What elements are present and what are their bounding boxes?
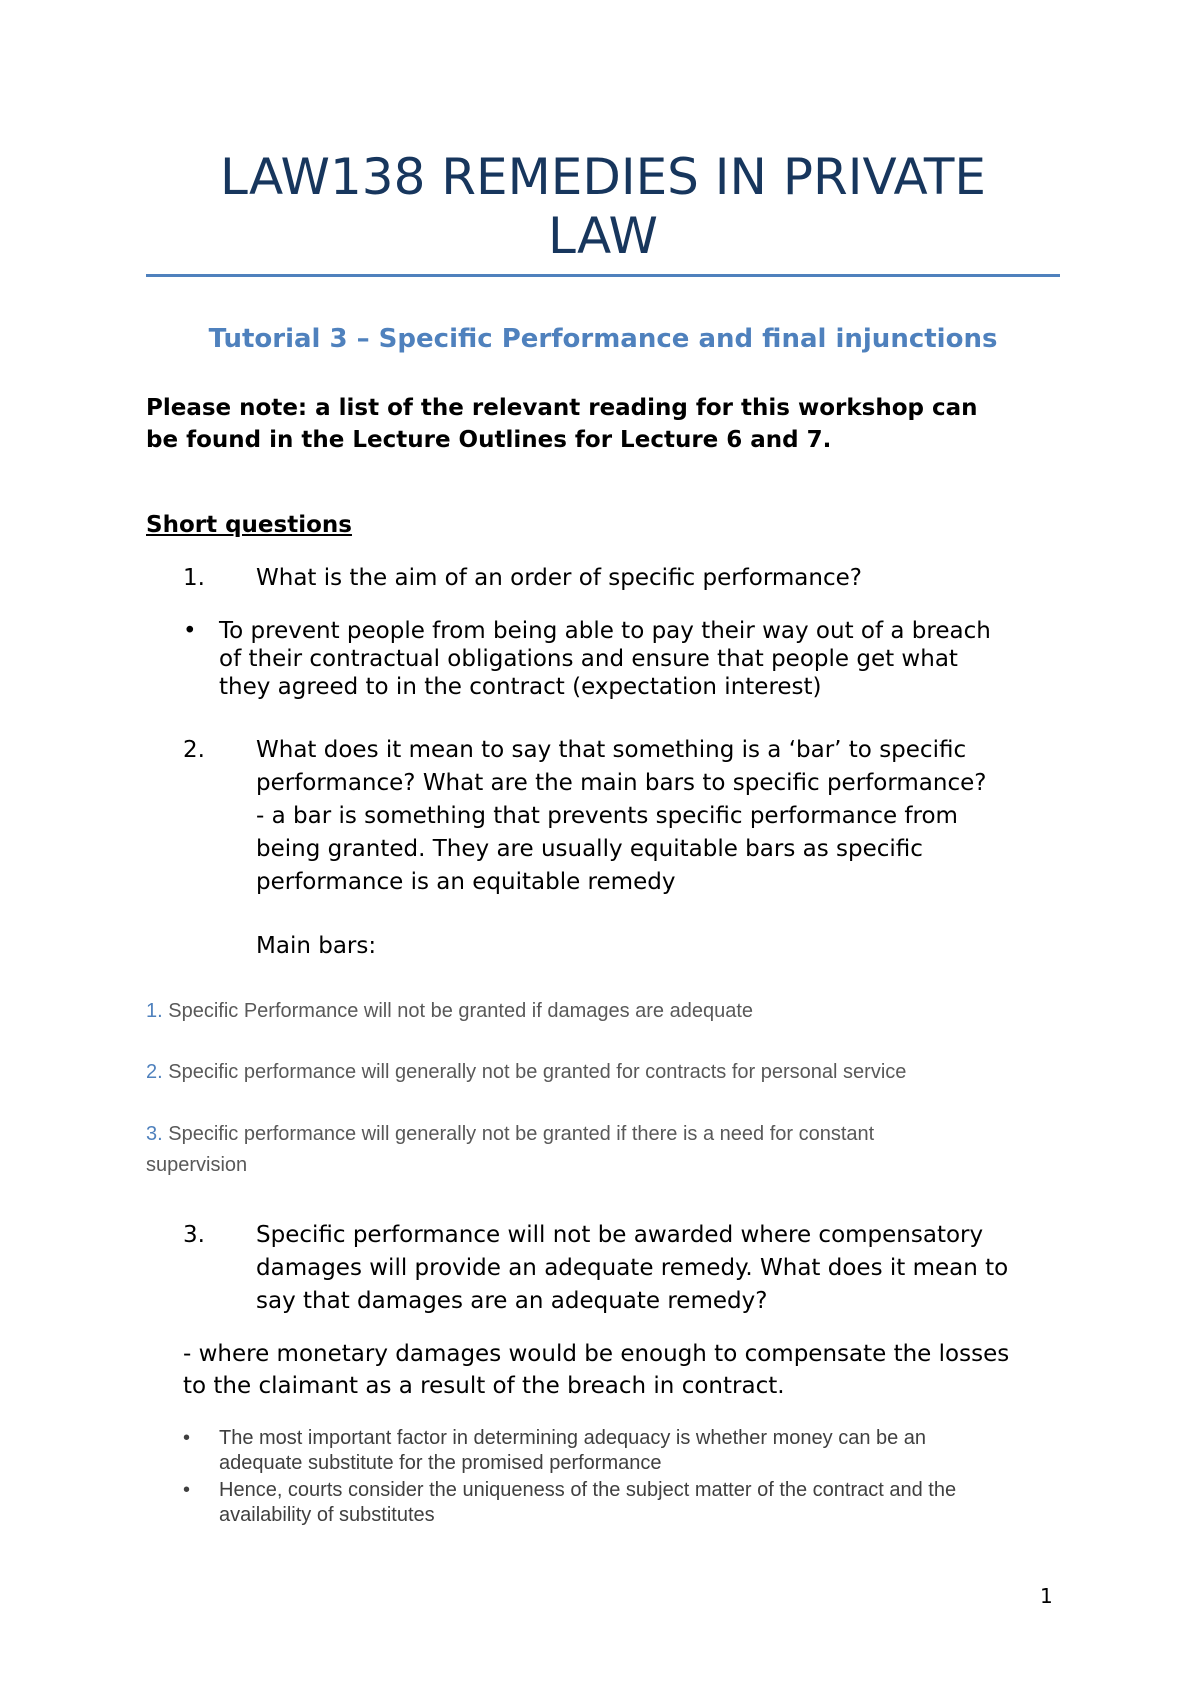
bullet-icon: • [183,618,197,644]
adequacy-bullet-line: Hence, courts consider the uniqueness of the subject matter of the contract and the [219,1479,957,1501]
adequacy-bullet-line: adequate substitute for the promised performance [219,1452,662,1474]
bar-item-text: Specific performance will generally not be granted for contracts for personal service [162,1061,907,1083]
document-title-line1: LAW138 REMEDIES IN PRIVATE [220,148,986,206]
question-2-line: What does it mean to say that something is a ‘bar’ to specific [256,737,967,763]
question-1-answer-line: of their contractual obligations and ensure that people get what [219,646,958,672]
title-divider [146,274,1060,277]
question-3-answer-line: to the claimant as a result of the breach in contract. [183,1373,785,1399]
reading-note-line1: Please note: a list of the relevant reading for this workshop can [146,395,978,421]
question-1-answer-line: To prevent people from being able to pay their way out of a breach [219,618,991,644]
bar-item-1 [146,1000,753,1023]
question-3-line: say that damages are an adequate remedy? [256,1288,768,1314]
page-number: 1 [1040,1584,1053,1608]
bar-item-3-continuation: supervision [146,1154,248,1176]
bar-item-number: 3. [146,1123,163,1145]
adequacy-bullet-line: The most important factor in determining adequacy is whether money can be an [219,1427,927,1449]
reading-note-line2: be found in the Lecture Outlines for Lecture 6 and 7. [146,427,832,453]
question-1-number: 1. [183,565,205,591]
short-questions-heading: Short questions [146,512,352,538]
bullet-icon: • [183,1479,191,1501]
bullet-icon: • [183,1427,191,1449]
question-3-number: 3. [183,1222,205,1248]
question-2-answer-line: - a bar is something that prevents specific performance from [256,803,958,829]
question-3-answer-line: - where monetary damages would be enough to compensate the losses [183,1341,1010,1367]
question-3-line: damages will provide an adequate remedy. What does it mean to [256,1255,1009,1281]
bar-item-text: Specific Performance will not be granted if damages are adequate [162,1000,754,1022]
question-1-text: What is the aim of an order of specific performance? [256,565,862,591]
document-title-line2: LAW [548,207,658,265]
bar-item-3 [146,1123,874,1146]
bar-item-number: 2. [146,1061,163,1083]
question-2-answer-line: performance is an equitable remedy [256,869,676,895]
bar-item-2 [146,1061,906,1084]
question-1-answer-line: they agreed to in the contract (expectation interest) [219,674,822,700]
tutorial-subtitle: Tutorial 3 – Specific Performance and final injunctions [208,324,998,354]
question-2-answer-line: being granted. They are usually equitable bars as specific [256,836,923,862]
bar-item-number: 1. [146,1000,163,1022]
bar-item-text: Specific performance will generally not be granted if there is a need for constant [162,1123,875,1145]
question-2-line: performance? What are the main bars to specific performance? [256,770,987,796]
main-bars-label: Main bars: [256,933,377,959]
question-2-number: 2. [183,737,205,763]
question-3-line: Specific performance will not be awarded where compensatory [256,1222,984,1248]
adequacy-bullet-line: availability of substitutes [219,1504,435,1526]
